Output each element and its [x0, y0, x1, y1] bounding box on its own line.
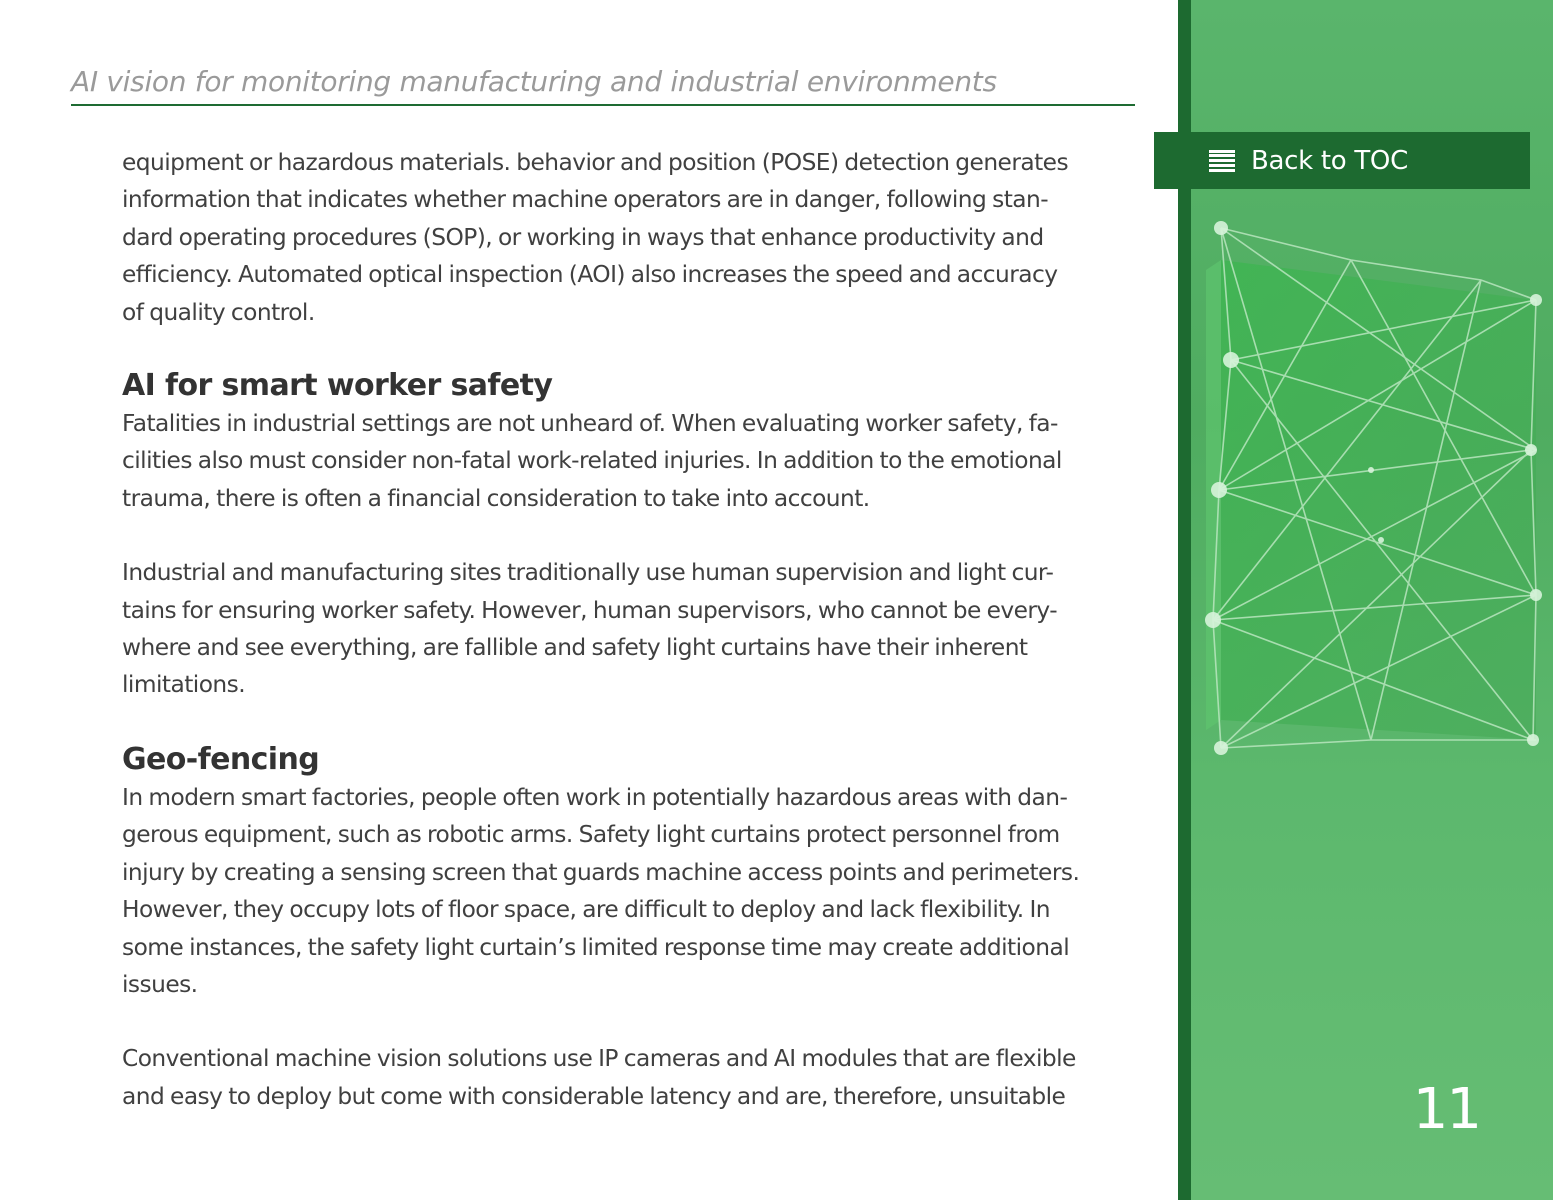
heading-geo-fencing: Geo-fencing: [122, 741, 320, 777]
paragraph-light-curtains: Industrial and manufacturing sites traditionally use human supervision and light cur- tains for ensuring worker safety. However, human supervisors, who cannot be every- where and see everything, are fallible and safety light curtains have their inherent limitations.: [122, 559, 1058, 699]
main-content: [122, 144, 1112, 1115]
paragraph-smart-factories: In modern smart factories, people often work in potentially hazardous areas with dan- gerous equipment, such as robotic arms. Safety light curtains protect personnel from injury by creating a sensing screen that guards machine access points and perimeters. However, they occupy lots of floor space, are difficult to deploy and lack flexibility. In some instances, the safety light curtain’s limited response time may create additional issues.: [122, 783, 1080, 998]
paragraph-intro: equipment or hazardous materials. behavior and position (POSE) detection generates information that indicates whether machine operators are in danger, following stan- dard operating procedures (SOP), or working in ways that enhance productivity and efficiency. Automated optical inspection (AOI) also increases the speed and accuracy of quality control.: [122, 149, 1069, 326]
heading-worker-safety: AI for smart worker safety: [122, 368, 553, 404]
network-mesh-illustration: [1191, 200, 1553, 760]
page-number: 11: [1412, 1077, 1480, 1142]
document-title: AI vision for monitoring manufacturing and industrial environments: [71, 65, 997, 98]
page-header: [71, 62, 1135, 106]
paragraph-fatalities: Fatalities in industrial settings are not unheard of. When evaluating worker safety, fa- cilities also must consider non-fatal work-related injuries. In addition to the emotional trauma, there is often a financial consideration to take into account.: [122, 410, 1062, 512]
back-to-toc-button[interactable]: [1154, 132, 1530, 189]
back-to-toc-label: Back to TOC: [1251, 145, 1408, 176]
paragraph-machine-vision: Conventional machine vision solutions use IP cameras and AI modules that are flexible and easy to deploy but come with considerable latency and are, therefore, unsuitable: [122, 1045, 1076, 1110]
list-icon: [1209, 150, 1235, 172]
